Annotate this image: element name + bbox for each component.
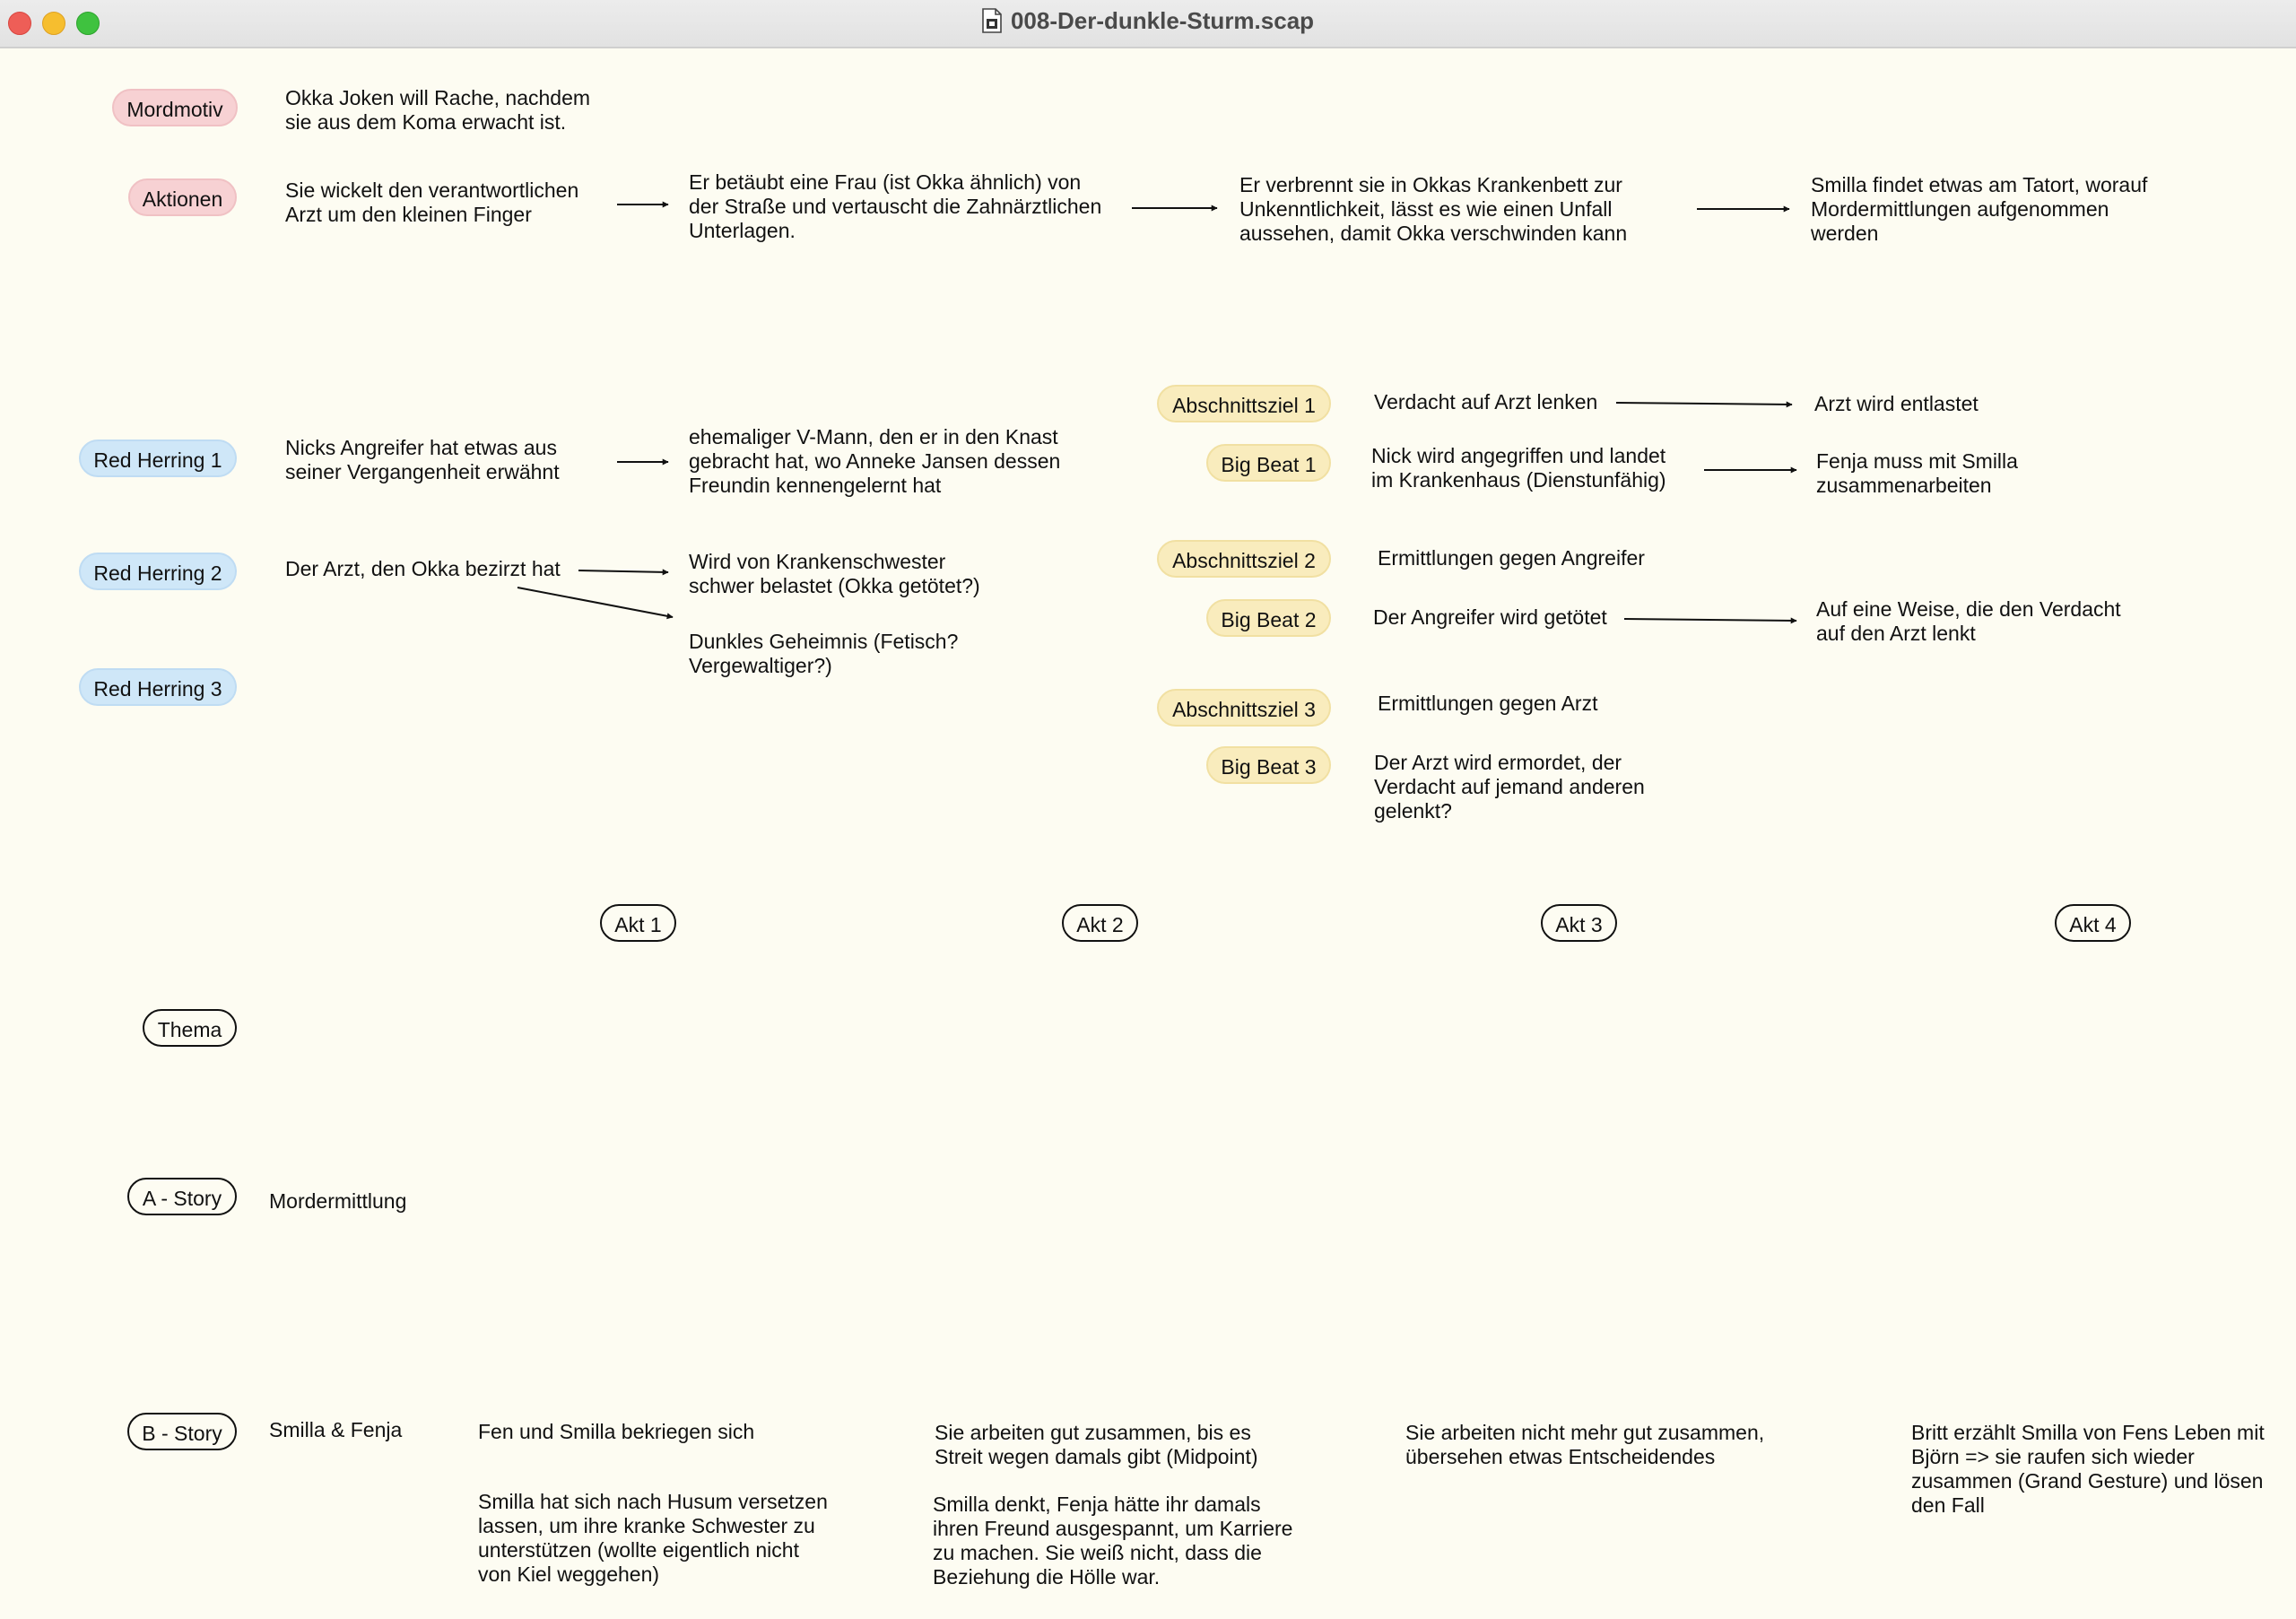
note-az1-result[interactable]: Arzt wird entlastet	[1814, 392, 1979, 415]
badge-akt-1[interactable]: Akt 1	[600, 904, 676, 942]
note-aktionen-4[interactable]: Smilla findet etwas am Tatort, worauf Mordermittlungen aufgenommen werden	[1811, 173, 2148, 245]
note-bb3[interactable]: Der Arzt wird ermordet, der Verdacht auf jemand anderen gelenkt?	[1374, 751, 1645, 823]
badge-akt-3[interactable]: Akt 3	[1541, 904, 1617, 942]
badge-thema[interactable]: Thema	[143, 1009, 237, 1047]
note-aktionen-1[interactable]: Sie wickelt den verantwortlichen Arzt um den kleinen Finger	[285, 178, 579, 226]
badge-mordmotiv[interactable]: Mordmotiv	[112, 89, 238, 126]
badge-abschnittsziel-3[interactable]: Abschnittsziel 3	[1157, 689, 1331, 727]
note-b-akt4[interactable]: Britt erzählt Smilla von Fens Leben mit Björn => sie raufen sich wieder zusammen (Grand Gesture) und lösen den Fall	[1911, 1421, 2265, 1517]
note-a-story[interactable]: Mordermittlung	[269, 1189, 407, 1213]
note-b-story[interactable]: Smilla & Fenja	[269, 1418, 403, 1441]
note-b-akt2-2[interactable]: Smilla denkt, Fenja hätte ihr damals ihren Freund ausgespannt, um Karriere zu machen. Sie weiß nicht, dass die Beziehung die Hölle war.	[933, 1493, 1293, 1589]
note-b-akt1-2[interactable]: Smilla hat sich nach Husum versetzen lassen, um ihre kranke Schwester zu unterstützen (wollte eigentlich nicht von Kiel weggehen)	[478, 1490, 828, 1586]
note-rh2-2[interactable]: Wird von Krankenschwester schwer belastet (Okka getötet?)	[689, 550, 980, 597]
note-b-akt1-1[interactable]: Fen und Smilla bekriegen sich	[478, 1420, 755, 1443]
badge-red-herring-1[interactable]: Red Herring 1	[79, 440, 237, 477]
note-rh2-1[interactable]: Der Arzt, den Okka bezirzt hat	[285, 557, 561, 580]
arrow-az1[interactable]	[1616, 403, 1792, 405]
badge-a-story[interactable]: A - Story	[127, 1178, 237, 1215]
title-bar	[0, 0, 2296, 48]
note-az1[interactable]: Verdacht auf Arzt lenken	[1374, 390, 1598, 413]
arrow-rh2-bottom[interactable]	[517, 588, 673, 617]
note-rh1-1[interactable]: Nicks Angreifer hat etwas aus seiner Vergangenheit erwähnt	[285, 436, 560, 483]
connector-arrows	[0, 48, 2296, 1619]
note-b-akt3[interactable]: Sie arbeiten nicht mehr gut zusammen, übersehen etwas Entscheidendes	[1405, 1421, 1765, 1468]
badge-red-herring-3[interactable]: Red Herring 3	[79, 668, 237, 706]
badge-b-story[interactable]: B - Story	[127, 1413, 237, 1450]
badge-akt-4[interactable]: Akt 4	[2055, 904, 2131, 942]
badge-big-beat-1[interactable]: Big Beat 1	[1206, 444, 1331, 482]
document-icon	[982, 8, 1002, 33]
note-aktionen-3[interactable]: Er verbrennt sie in Okkas Krankenbett zur Unkenntlichkeit, lässt es wie einen Unfall aussehen, damit Okka verschwinden kann	[1239, 173, 1628, 245]
note-bb2-result[interactable]: Auf eine Weise, die den Verdacht auf den Arzt lenkt	[1816, 597, 2121, 645]
window-title	[0, 7, 2296, 35]
arrow-bb2[interactable]	[1624, 619, 1796, 621]
note-b-akt2-1[interactable]: Sie arbeiten gut zusammen, bis es Streit wegen damals gibt (Midpoint)	[935, 1421, 1258, 1468]
badge-big-beat-3[interactable]: Big Beat 3	[1206, 746, 1331, 784]
note-rh2-3[interactable]: Dunkles Geheimnis (Fetisch? Vergewaltiger?)	[689, 630, 959, 677]
note-rh1-2[interactable]: ehemaliger V-Mann, den er in den Knast gebracht hat, wo Anneke Jansen dessen Freundin kennengelernt hat	[689, 425, 1061, 497]
note-az3[interactable]: Ermittlungen gegen Arzt	[1378, 692, 1598, 715]
badge-abschnittsziel-1[interactable]: Abschnittsziel 1	[1157, 385, 1331, 422]
badge-akt-2[interactable]: Akt 2	[1062, 904, 1138, 942]
concept-map-canvas[interactable]	[0, 48, 2296, 1619]
arrow-rh2-top[interactable]	[578, 570, 668, 572]
note-aktionen-2[interactable]: Er betäubt eine Frau (ist Okka ähnlich) von der Straße und vertauscht die Zahnärztlichen Unterlagen.	[689, 170, 1102, 242]
note-bb1[interactable]: Nick wird angegriffen und landet im Krankenhaus (Dienstunfähig)	[1371, 444, 1666, 492]
badge-aktionen[interactable]: Aktionen	[128, 178, 237, 216]
note-az2[interactable]: Ermittlungen gegen Angreifer	[1378, 546, 1645, 570]
badge-abschnittsziel-2[interactable]: Abschnittsziel 2	[1157, 540, 1331, 578]
window-title-text: 008-Der-dunkle-Sturm.scap	[1010, 7, 1315, 34]
note-mordmotiv[interactable]: Okka Joken will Rache, nachdem sie aus dem Koma erwacht ist.	[285, 86, 591, 134]
badge-red-herring-2[interactable]: Red Herring 2	[79, 553, 237, 590]
note-bb2[interactable]: Der Angreifer wird getötet	[1373, 605, 1607, 629]
badge-big-beat-2[interactable]: Big Beat 2	[1206, 599, 1331, 637]
note-bb1-result[interactable]: Fenja muss mit Smilla zusammenarbeiten	[1816, 449, 2018, 497]
